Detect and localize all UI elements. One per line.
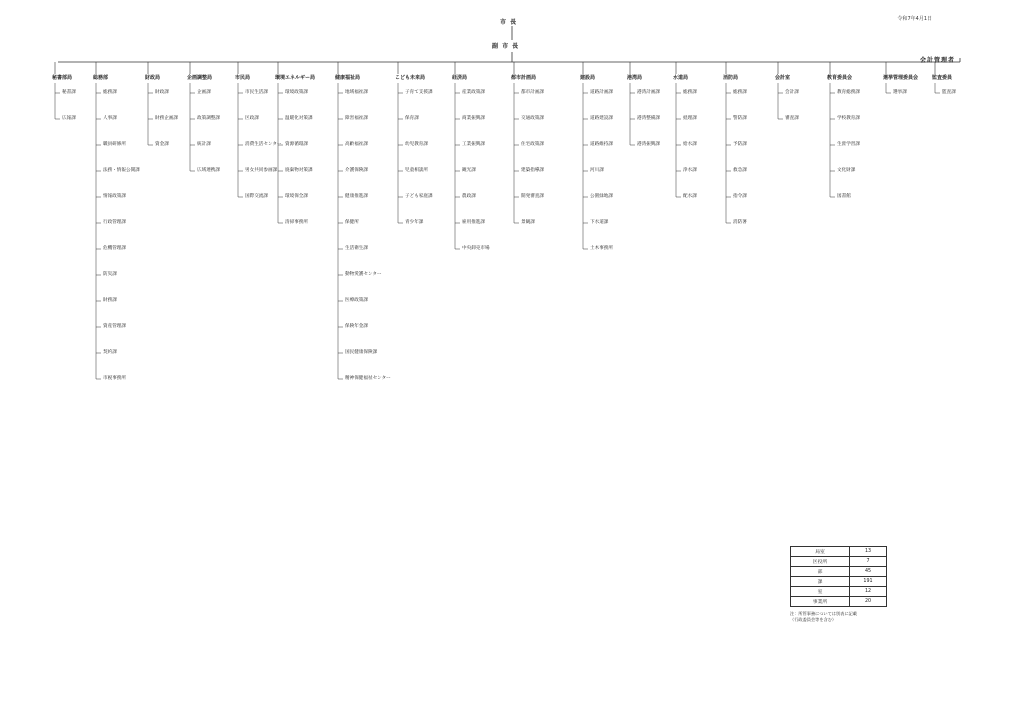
unit-label: 配水課	[683, 194, 697, 199]
department-header: 市民局	[235, 75, 251, 81]
unit-label: 環境保全課	[285, 194, 308, 199]
unit-label: 生涯学習課	[837, 142, 860, 147]
summary-row	[791, 577, 887, 587]
summary-note: 注：所管事務については別表に記載 （行政委員会等を含む）	[790, 611, 857, 622]
unit-label: 秘書課	[62, 90, 76, 95]
unit-label: 審査課	[785, 116, 799, 121]
unit-label: 防災課	[103, 272, 117, 277]
unit-label: 国民健康保険課	[345, 350, 378, 355]
summary-label: 課	[791, 577, 850, 587]
department-header: 企画調整局	[187, 75, 213, 81]
unit-label: 子ども家庭課	[405, 194, 433, 199]
summary-row	[791, 557, 887, 567]
unit-label: 教育総務課	[837, 90, 860, 95]
unit-label: 浄水課	[683, 168, 697, 173]
unit-label: 観光課	[462, 168, 476, 173]
department-header: 健康福祉局	[335, 75, 361, 81]
unit-label: 情報政策課	[103, 194, 126, 199]
department-header: 財政局	[145, 75, 161, 81]
unit-label: 資源循環課	[285, 142, 308, 147]
unit-label: 資金課	[155, 142, 169, 147]
unit-label: 産業政策課	[462, 90, 485, 95]
unit-label: 道路維持課	[590, 142, 613, 147]
unit-label: 健康推進課	[345, 194, 368, 199]
unit-label: 企画課	[197, 90, 211, 95]
effective-date: 令和7年4月1日	[897, 16, 932, 22]
summary-row	[791, 587, 887, 597]
unit-label: 契約課	[103, 350, 117, 355]
unit-label: 行政管理課	[103, 220, 126, 225]
unit-label: 開発審査課	[521, 194, 544, 199]
unit-label: 環境政策課	[285, 90, 308, 95]
unit-label: 国際交流課	[245, 194, 268, 199]
unit-label: 建築指導課	[521, 168, 544, 173]
unit-label: 政策調整課	[197, 116, 220, 121]
unit-label: 総務課	[733, 90, 747, 95]
unit-label: 港湾振興課	[637, 142, 660, 147]
unit-label: 工業振興課	[462, 142, 485, 147]
summary-label: 事業所	[791, 597, 850, 607]
summary-value: 12	[850, 587, 887, 597]
unit-label: 人事課	[103, 116, 117, 121]
unit-label: 都市計画課	[521, 90, 544, 95]
unit-label: 児童相談所	[405, 168, 428, 173]
unit-label: 市税事務所	[103, 376, 126, 381]
summary-value: 13	[850, 547, 887, 557]
unit-label: 障害福祉課	[345, 116, 368, 121]
unit-label: 総務課	[683, 90, 697, 95]
mayor-title: 市 長	[500, 19, 518, 26]
unit-label: 財政課	[155, 90, 169, 95]
unit-label: 消防署	[733, 220, 747, 225]
unit-label: 医療政策課	[345, 298, 368, 303]
unit-label: 市民生活課	[245, 90, 268, 95]
unit-label: 統計課	[197, 142, 211, 147]
unit-label: 給水課	[683, 142, 697, 147]
summary-value: 7	[850, 557, 887, 567]
vice-mayor-title: 副 市 長	[492, 43, 520, 50]
unit-label: 農政課	[462, 194, 476, 199]
summary-table	[790, 546, 887, 607]
summary-value: 20	[850, 597, 887, 607]
department-header: 都市計画局	[511, 75, 537, 81]
unit-label: 生活衛生課	[345, 246, 368, 251]
department-header: 教育委員会	[827, 75, 853, 81]
department-header: 監査委員	[932, 75, 953, 81]
unit-label: 救急課	[733, 168, 747, 173]
summary-label: 局室	[791, 547, 850, 557]
unit-label: 河川課	[590, 168, 604, 173]
unit-label: 温暖化対策課	[285, 116, 313, 121]
unit-label: 青少年課	[405, 220, 424, 225]
summary-row	[791, 567, 887, 577]
department-header: 選挙管理委員会	[883, 75, 919, 81]
accounting-manager-title: 会計管理者	[920, 57, 956, 64]
unit-label: 消費生活センター	[245, 142, 282, 147]
unit-label: 総務課	[103, 90, 117, 95]
department-header: こども未来局	[395, 75, 426, 81]
unit-label: 保育課	[405, 116, 419, 121]
department-header: 経済局	[452, 75, 468, 81]
unit-label: 資産管理課	[103, 324, 126, 329]
unit-label: 指令課	[733, 194, 747, 199]
unit-label: 下水道課	[590, 220, 609, 225]
unit-label: 住宅政策課	[521, 142, 544, 147]
unit-label: 動物愛護センター	[345, 272, 382, 277]
unit-label: 保健所	[345, 220, 359, 225]
department-header: 秘書部局	[52, 75, 73, 81]
unit-label: 道路計画課	[590, 90, 613, 95]
unit-label: 経理課	[683, 116, 697, 121]
department-header: 総務部	[93, 75, 109, 81]
summary-row	[791, 547, 887, 557]
summary-label: 室	[791, 587, 850, 597]
unit-label: 選挙課	[893, 90, 907, 95]
unit-label: 文化財課	[837, 168, 856, 173]
unit-label: 精神保健福祉センター	[345, 376, 391, 381]
unit-label: 財務企画課	[155, 116, 178, 121]
unit-label: 監査課	[942, 90, 956, 95]
unit-label: 男女共同参画課	[245, 168, 278, 173]
department-header: 港湾局	[627, 75, 643, 81]
unit-label: 危機管理課	[103, 246, 126, 251]
unit-label: 幼児教育課	[405, 142, 428, 147]
unit-label: 清掃事務所	[285, 220, 308, 225]
unit-label: 広域連携課	[197, 168, 220, 173]
summary-label: 区役所	[791, 557, 850, 567]
department-header: 会計室	[775, 75, 791, 81]
department-header: 環境エネルギー局	[275, 75, 316, 81]
unit-label: 学校教育課	[837, 116, 860, 121]
unit-label: 広報課	[62, 116, 76, 121]
unit-label: 交通政策課	[521, 116, 544, 121]
department-header: 水道局	[673, 75, 689, 81]
unit-label: 地域福祉課	[345, 90, 368, 95]
summary-label: 部	[791, 567, 850, 577]
unit-label: 中央卸売市場	[462, 246, 490, 251]
unit-label: 子育て支援課	[405, 90, 433, 95]
unit-label: 警防課	[733, 116, 747, 121]
unit-label: 港湾計画課	[637, 90, 660, 95]
unit-label: 法務・情報公開課	[103, 168, 140, 173]
unit-label: 高齢福祉課	[345, 142, 368, 147]
unit-label: 公園緑地課	[590, 194, 613, 199]
unit-label: 介護保険課	[345, 168, 368, 173]
unit-label: 土木事務所	[590, 246, 613, 251]
unit-label: 商業振興課	[462, 116, 485, 121]
summary-row	[791, 597, 887, 607]
department-header: 建設局	[580, 75, 596, 81]
department-header: 消防局	[723, 75, 739, 81]
summary-value: 191	[850, 577, 887, 587]
summary-value: 45	[850, 567, 887, 577]
unit-label: 雇用推進課	[462, 220, 485, 225]
unit-label: 職員研修所	[103, 142, 126, 147]
unit-label: 景観課	[521, 220, 535, 225]
unit-label: 道路建設課	[590, 116, 613, 121]
unit-label: 保険年金課	[345, 324, 368, 329]
unit-label: 会計課	[785, 90, 799, 95]
unit-label: 区政課	[245, 116, 259, 121]
unit-label: 港湾整備課	[637, 116, 660, 121]
unit-label: 財務課	[103, 298, 117, 303]
unit-label: 予防課	[733, 142, 747, 147]
unit-label: 図書館	[837, 194, 851, 199]
unit-label: 廃棄物対策課	[285, 168, 313, 173]
